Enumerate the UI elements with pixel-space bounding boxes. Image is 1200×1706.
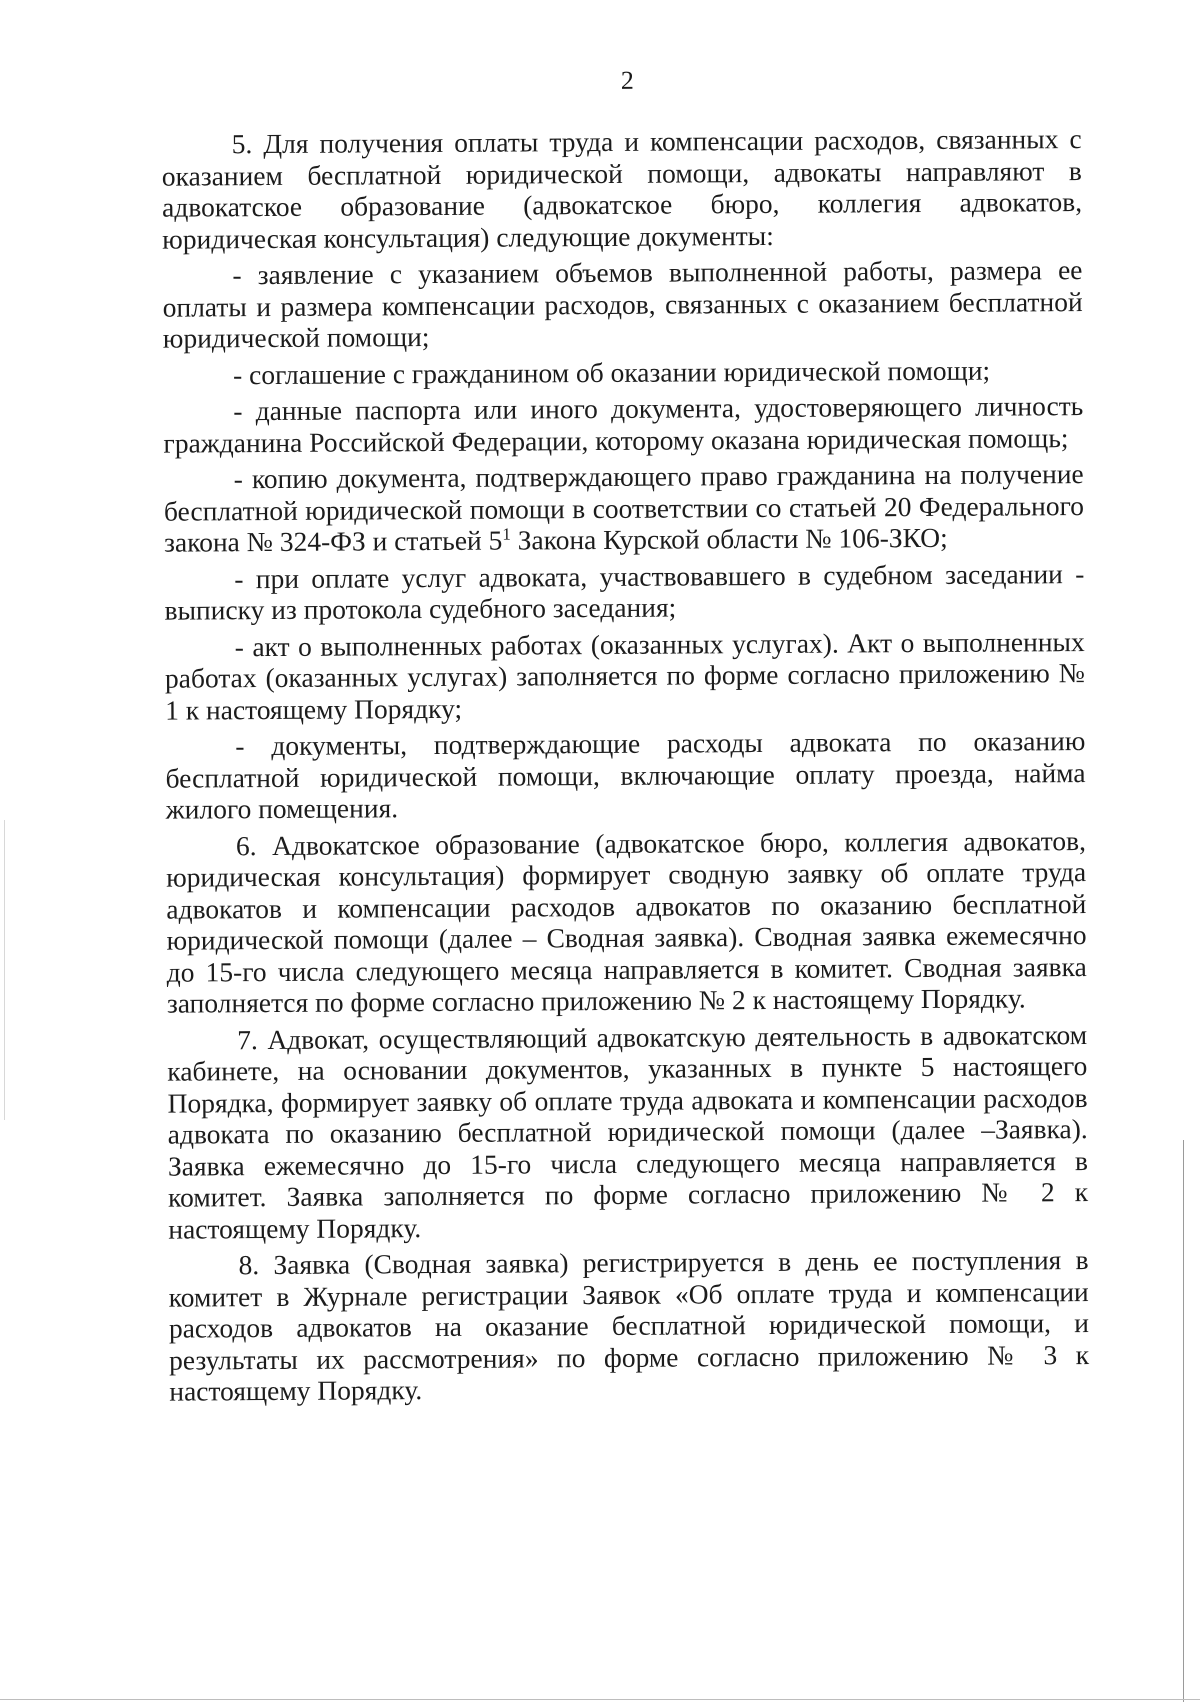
scan-edge-right bbox=[1183, 1140, 1184, 1702]
paragraph-8: 8. Заявка (Сводная заявка) регистрируется в день ее поступления в комитет в Журнале регистрации Заявок «Об оплате труда и компенсации расходов адвокатов на оказание бесплатной юридической помощи, и результаты их рассмотрения» по форме согласно приложению № 3 к настоящему Порядку. bbox=[168, 1244, 1090, 1407]
scan-edge-left bbox=[4, 820, 5, 1120]
list-item-court-extract: - при оплате услуг адвоката, участвовавшего в судебном заседании - выписку из протокола судебного заседания; bbox=[164, 557, 1085, 626]
list-item-right-confirmation-tail: Закона Курской области № 106-ЗКО; bbox=[510, 521, 948, 556]
list-item-expense-documents: - документы, подтверждающие расходы адвоката по оказанию бесплатной юридической помощи, включающие оплату проезда, найма жилого помещения. bbox=[165, 725, 1086, 825]
page-number: 2 bbox=[620, 65, 634, 95]
list-item-statement: - заявление с указанием объемов выполненной работы, размера ее оплаты и размера компенсации расходов, связанных с оказанием бесплатной юридической помощи; bbox=[162, 254, 1083, 354]
list-item-work-act: - акт о выполненных работах (оказанных услугах). Акт о выполненных работах (оказанных услугах) заполняется по форме согласно приложению № 1 к настоящему Порядку; bbox=[164, 625, 1086, 726]
paragraph-7: 7. Адвокат, осуществляющий адвокатскую деятельность в адвокатском кабинете, на основании документов, указанных в пункте 5 настоящего Порядка, формирует заявку об оплате труда адвоката и компенсации расходов адвоката по оказанию бесплатной юридической помощи (далее –Заявка). Заявка ежемесячно до 15-го числа следующего месяца направляется в комитет. Заявка заполняется по форме согласно приложению № 2 к настоящему Порядку. bbox=[167, 1018, 1089, 1245]
document-body bbox=[162, 123, 1090, 1407]
list-item-right-confirmation-text: - копию документа, подтверждающего право гражданина на получение бесплатной юридической помощи в соответствии со статьей 20 Федерального закона № 324-ФЗ и статьей 5 bbox=[163, 458, 1084, 558]
scan-edge-bottom bbox=[0, 1699, 1200, 1700]
paragraph-6: 6. Адвокатское образование (адвокатское бюро, коллегия адвокатов, юридическая консультация) формирует сводную заявку об оплате труда адвокатов и компенсации расходов адвокатов по оказанию бесплатной юридической помощи (далее – Сводная заявка). Сводная заявка ежемесячно до 15-го числа следующего месяца направляется в комитет. Сводная заявка заполняется по форме согласно приложению № 2 к настоящему Порядку. bbox=[166, 824, 1087, 1019]
paragraph-5-intro: 5. Для получения оплаты труда и компенсации расходов, связанных с оказанием бесплатной юридической помощи, адвокаты направляют в адвокатское образование (адвокатское бюро, коллегия адвокатов, юридическая консультация) следующие документы: bbox=[161, 123, 1083, 255]
list-item-agreement: - соглашение с гражданином об оказании юридической помощи; bbox=[232, 354, 991, 390]
article-superscript: 1 bbox=[502, 524, 511, 544]
list-item-right-confirmation bbox=[164, 458, 1085, 558]
list-item-passport-data: - данные паспорта или иного документа, удостоверяющего личность гражданина Российской Федерации, которому оказана юридическая помощь; bbox=[163, 390, 1084, 459]
